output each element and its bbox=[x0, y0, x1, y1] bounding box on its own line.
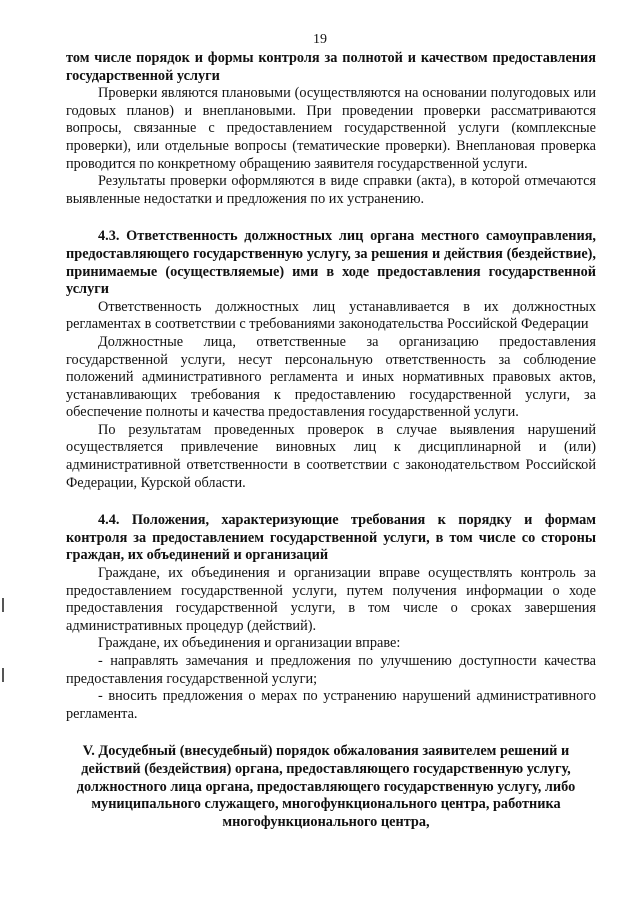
paragraph-4-3-responsibility: Ответственность должностных лиц устанавливается в их должностных регламентах в соответствии с требованиями законодательства Российской Федерации bbox=[66, 298, 596, 333]
section-heading-5: V. Досудебный (внесудебный) порядок обжалования заявителем решений и действий (бездействия) органа, предоставляющего государственную услугу, должностного лица органа, предоставляющего государственную услугу, либо муниципального служащего, многофункционального центра, работника многофункционального центра, bbox=[76, 743, 576, 830]
paragraph-4-4-citizens-rights: Граждане, их объединения и организации вправе: bbox=[98, 635, 401, 652]
paragraph-4-3-officials: Должностные лица, ответственные за организацию предоставления государственной услуги, несут персональную ответственность за соблюдение положений административного регламента и иных нормативных правовых актов, устанавливающих требования к предоставлению государственной услуги, за обеспечение полноты и качества предоставления государственной услуги. bbox=[66, 333, 596, 421]
paragraph-checks-results: Результаты проверки оформляются в виде справки (акта), в которой отмечаются выявленные недостатки и предложения по их устранению. bbox=[66, 173, 596, 207]
section-heading-4-3: 4.3. Ответственность должностных лиц органа местного самоуправления, предоставляющего государственную услугу, за решения и действия (бездействие), принимаемые (осуществляемые) ими в ходе предоставления государственной услуги bbox=[66, 228, 596, 298]
section-heading-4-4: 4.4. Положения, характеризующие требования к порядку и формам контроля за предоставлением государственной услуги, в том числе со стороны граждан, их объединений и организаций bbox=[66, 512, 596, 564]
document-body bbox=[66, 50, 596, 831]
list-item-proposals: - вносить предложения о мерах по устранению нарушений административного регламента. bbox=[66, 688, 596, 722]
spacer bbox=[66, 492, 596, 512]
list-item-remarks: - направлять замечания и предложения по улучшению доступности качества предоставления государственной услуги; bbox=[66, 653, 596, 687]
spacer bbox=[66, 723, 596, 743]
page-number: 19 bbox=[313, 32, 327, 47]
scan-edge-mark bbox=[2, 598, 4, 612]
scan-edge-mark bbox=[2, 668, 4, 682]
paragraph-4-3-violations: По результатам проведенных проверок в случае выявления нарушений осуществляется привлечение виновных лиц к дисциплинарной и (или) административной ответственности в соответствии с законодательством Российской Федерации, Курской области. bbox=[66, 421, 596, 491]
paragraph-checks-types: Проверки являются плановыми (осуществляются на основании полугодовых или годовых планов) и внеплановыми. При проведении проверки рассматриваются вопросы, связанные с предоставлением государственной услуги (комплексные проверки), или отдельные вопросы (тематические проверки). Внеплановая проверка проводится по конкретному обращению заявителя государственной услуги. bbox=[66, 85, 596, 172]
continued-heading: том числе порядок и формы контроля за полнотой и качеством предоставления государственной услуги bbox=[66, 50, 596, 84]
paragraph-4-4-citizens-control: Граждане, их объединения и организации вправе осуществлять контроль за предоставлением государственной услуги, путем получения информации о ходе предоставления государственной услуги, в том числе о сроках завершения административных процедур (действий). bbox=[66, 565, 596, 634]
spacer bbox=[66, 208, 596, 228]
